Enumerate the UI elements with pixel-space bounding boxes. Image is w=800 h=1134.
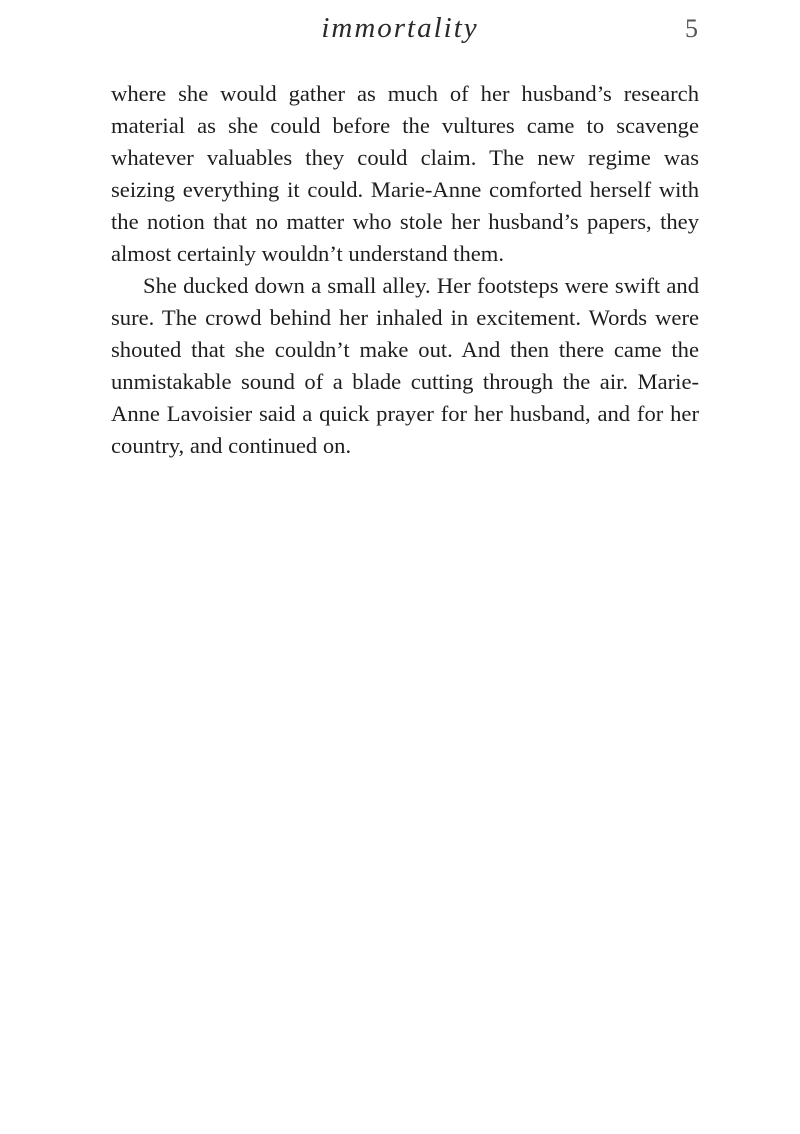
- running-title: immortality: [321, 12, 479, 44]
- paragraph-alley: She ducked down a small alley. Her footsteps were swift and sure. The crowd behind her inhaled in excitement. Words were shouted that she couldn’t make out. And then there came the unmistakable sound of a blade cutting through the air. Marie-Anne Lavoisier said a quick prayer for her husband, and for her country, and continued on.: [111, 273, 699, 458]
- body-text: [111, 78, 699, 462]
- page-number: 5: [685, 14, 698, 43]
- paragraph-continuation: where she would gather as much of her husband’s research material as she could before the vultures came to scavenge whatever valuables they could claim. The new regime was seizing everything it could. Marie-Anne comforted herself with the notion that no matter who stole her husband’s papers, they almost certainly wouldn’t understand them.: [111, 81, 699, 266]
- page-header: [0, 12, 800, 52]
